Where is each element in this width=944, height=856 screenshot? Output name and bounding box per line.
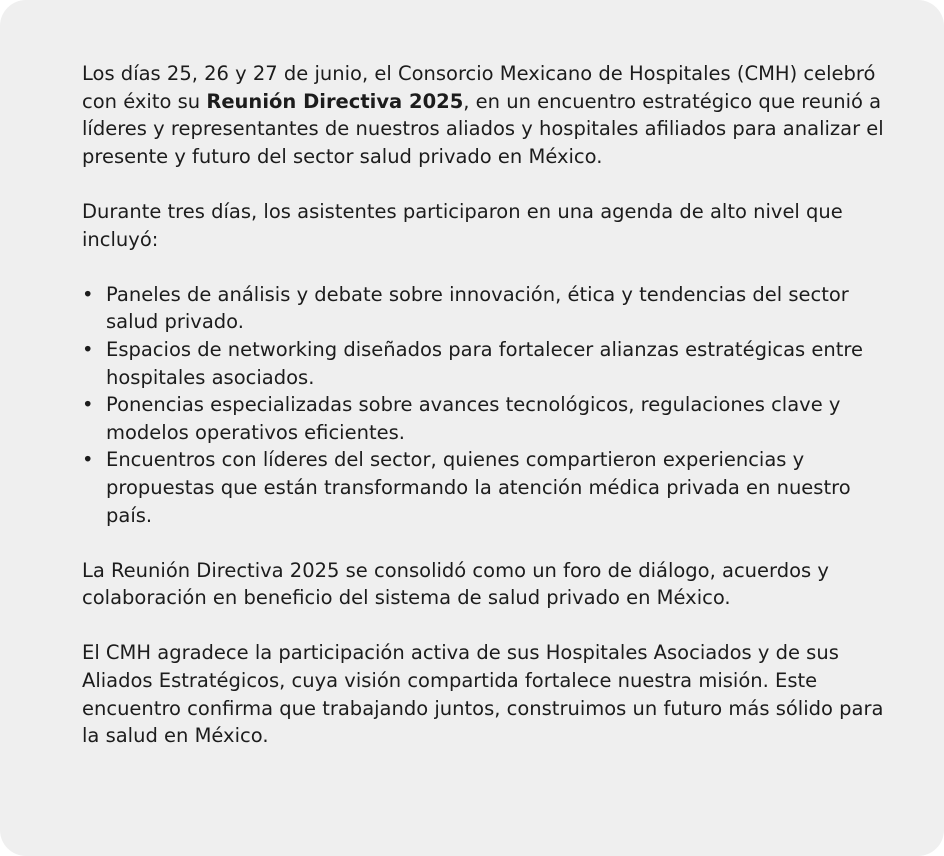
list-item xyxy=(82,336,884,391)
agenda-list xyxy=(82,281,884,529)
summary-paragraph: La Reunión Directiva 2025 se consolidó como un foro de diálogo, acuerdos y colaboración en beneficio del sistema de salud privado en México. xyxy=(82,558,829,610)
agenda-intro-paragraph: Durante tres días, los asistentes participaron en una agenda de alto nivel que incluyó: xyxy=(82,199,843,251)
bullet-icon: • xyxy=(82,448,94,472)
list-item xyxy=(82,281,884,336)
list-item-text: Espacios de networking diseñados para fortalecer alianzas estratégicas entre hospitales asociados. xyxy=(106,337,863,389)
list-item-text: Encuentros con líderes del sector, quienes compartieron experiencias y propuestas que están transformando la atención médica privada en nuestro país. xyxy=(106,448,851,527)
closing-paragraph: El CMH agradece la participación activa de sus Hospitales Asociados y de sus Aliados Estratégicos, cuya visión compartida fortalece nuestra misión. Este encuentro confirma que trabajando juntos, construimos un futuro más sólido para la salud en México. xyxy=(82,641,884,748)
intro-text-start: Los días 25, 26 y 27 de junio, el Consorcio Mexicano de Hospitales (CMH) celebró con éxito su xyxy=(82,62,876,113)
paragraph-spacer xyxy=(82,529,884,557)
bullet-icon: • xyxy=(82,337,94,361)
list-item xyxy=(82,446,884,529)
list-item-text: Ponencias especializadas sobre avances tecnológicos, regulaciones clave y modelos operativos eficientes. xyxy=(106,393,841,444)
intro-paragraph xyxy=(82,60,884,170)
list-item-text: Paneles de análisis y debate sobre innovación, ética y tendencias del sector salud privado. xyxy=(106,282,849,334)
paragraph-spacer xyxy=(82,612,884,640)
event-name-highlight: Reunión Directiva 2025 xyxy=(206,89,464,113)
bullet-icon: • xyxy=(82,393,94,417)
bullet-icon: • xyxy=(82,282,94,306)
paragraph-spacer xyxy=(82,170,884,198)
paragraph-spacer xyxy=(82,253,884,281)
intro-text-end: , en un encuentro estratégico que reunió a líderes y representantes de nuestros aliados y hospitales afiliados para analizar el presente y futuro del sector salud privado en México. xyxy=(82,89,884,168)
list-item xyxy=(82,391,884,446)
